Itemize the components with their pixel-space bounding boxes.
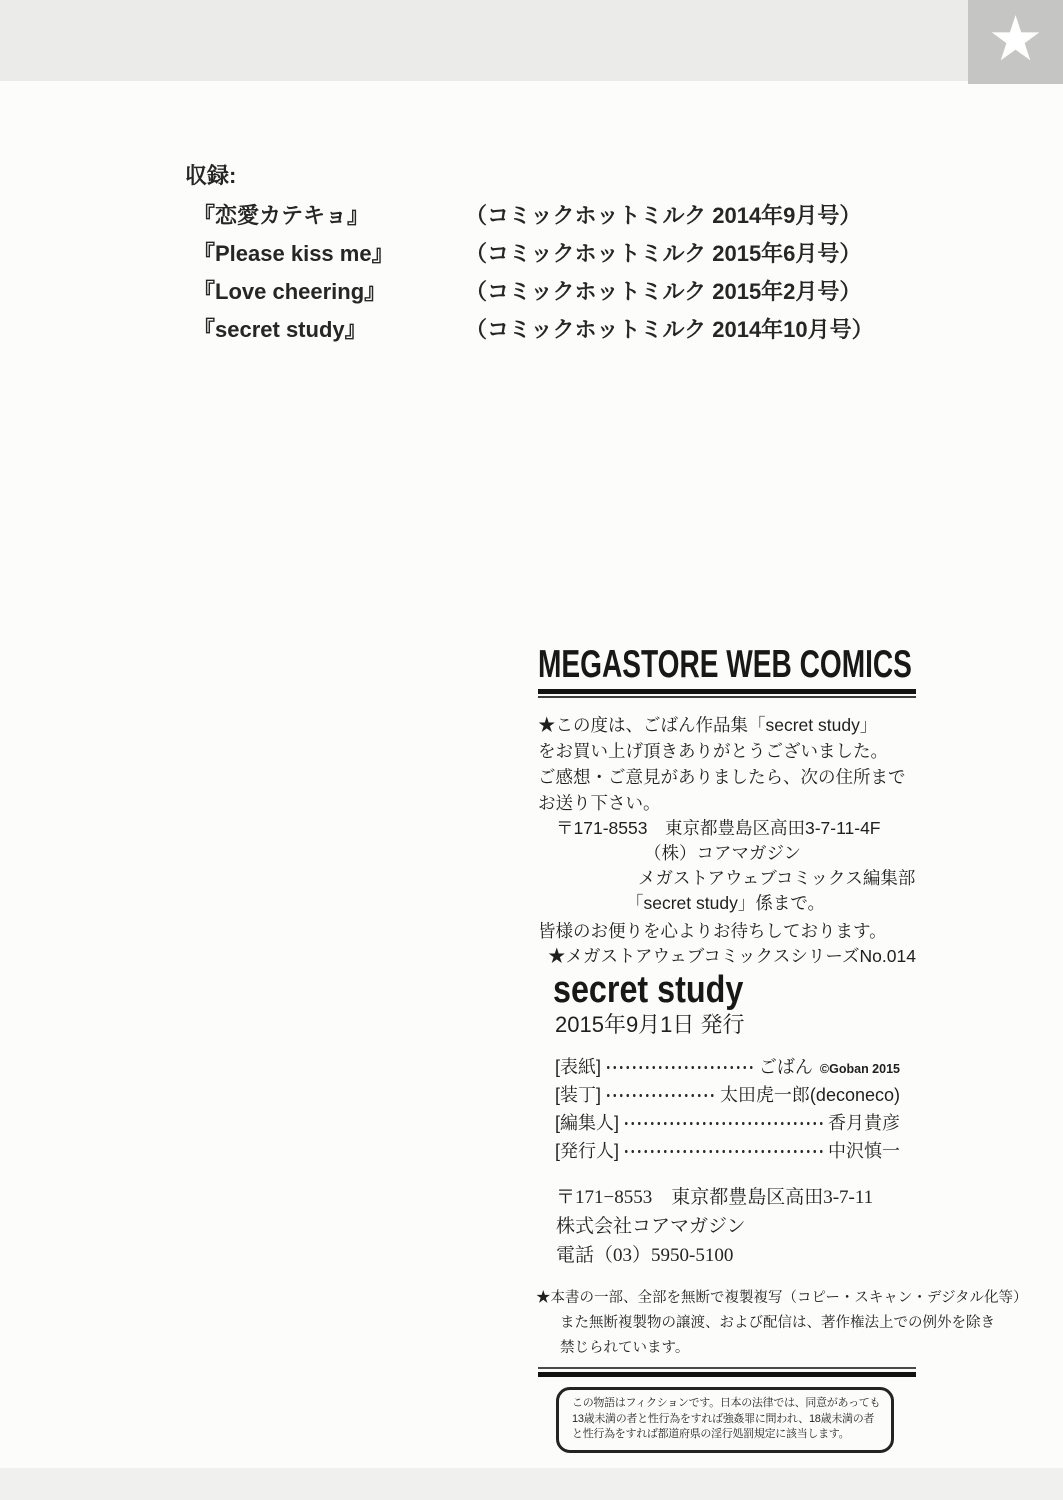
dot-leader (623, 1121, 824, 1126)
top-bar (0, 0, 1063, 81)
star-icon: ★ (987, 5, 1044, 74)
credit-copyright: ©Goban 2015 (819, 1062, 900, 1076)
credits-list (555, 1053, 900, 1165)
dot-leader (605, 1093, 716, 1098)
credit-name: 太田虎一郎(deconeco) (719, 1085, 900, 1105)
work-row (193, 242, 874, 266)
work-source: （コミックホットミルク 2015年2月号） (465, 279, 862, 304)
work-source: （コミックホットミルク 2014年10月号） (465, 317, 874, 342)
work-row (193, 280, 874, 304)
publisher-line: 〒171−8553 東京都豊島区高田3-7-11 (556, 1187, 874, 1208)
credit-row (555, 1053, 900, 1081)
work-title: 『Love cheering』 (193, 279, 387, 304)
credit-label: [発行人] (555, 1141, 620, 1161)
credit-label: [装丁] (555, 1085, 602, 1105)
publisher-line: 電話（03）5950-5100 (556, 1245, 734, 1266)
credit-row (555, 1137, 900, 1165)
credit-label: [編集人] (555, 1113, 620, 1133)
work-title: 『secret study』 (193, 317, 367, 342)
work-title: 『Please kiss me』 (193, 241, 394, 266)
address-line: （株）コアマガジン (644, 843, 802, 863)
thanks-line: ★この度は、ごばん作品集「secret study」 (538, 715, 878, 735)
brand-logo: MEGASTORE WEB COMICS (538, 643, 912, 686)
dot-leader (605, 1065, 755, 1070)
dot-leader (623, 1149, 824, 1154)
disclaimer-line: 13歳未満の者と性行為をすれば強姦罪に問われ、18歳未満の者 (572, 1412, 875, 1425)
copyright-line: ★本書の一部、全部を無断で複製複写（コピー・スキャン・デジタル化等） (536, 1290, 1028, 1306)
disclaimer-box (556, 1387, 894, 1453)
thanks-line: をお買い上げ頂きありがとうございました。 (538, 741, 888, 761)
address-line: 「secret study」係まで。 (626, 893, 825, 913)
colophon-block (536, 643, 1028, 1453)
editorial-address (538, 816, 916, 916)
work-source: （コミックホットミルク 2015年6月号） (465, 241, 862, 266)
thanks-line: お送り下さい。 (538, 793, 661, 813)
disclaimer-line: この物語はフィクションです。日本の法律では、同意があっても (572, 1397, 881, 1409)
copyright-line: また無断複製物の譲渡、および配信は、著作権法上での例外を除き (560, 1315, 995, 1331)
disclaimer-line: と性行為をすれば都道府県の淫行処罰規定に該当します。 (572, 1428, 850, 1440)
bottom-rule-thick (538, 1372, 916, 1377)
series-note: ★メガストアウェブコミックスシリーズNo.014 (548, 946, 916, 966)
publisher-line: 株式会社コアマガジン (556, 1216, 746, 1237)
bottom-rule-thin (538, 1367, 916, 1369)
credit-label: [表紙] (555, 1057, 602, 1077)
credit-name: 香月貴彦 (828, 1113, 900, 1133)
included-works-section (185, 162, 874, 356)
included-works-heading: 収録: (185, 163, 237, 188)
credit-name: 中沢慎一 (828, 1141, 900, 1161)
waiting-note: 皆様のお便りを心よりお待ちしております。 (538, 921, 887, 941)
publisher-address (556, 1183, 916, 1270)
credit-name: ごばん (758, 1057, 813, 1077)
credit-row (555, 1081, 900, 1109)
footer-bar (0, 1468, 1063, 1500)
thanks-paragraph (538, 712, 916, 816)
address-line: メガストアウェブコミックス編集部 (638, 868, 916, 888)
brand-rule-thin (538, 696, 916, 698)
copyright-line: 禁じられています。 (560, 1340, 690, 1356)
work-source: （コミックホットミルク 2014年9月号） (465, 203, 862, 228)
address-line: 〒171-8553 東京都豊島区高田3-7-11-4F (556, 818, 881, 838)
book-title: secret study (553, 969, 744, 1011)
publish-date: 2015年9月1日 発行 (555, 1012, 745, 1037)
star-box (968, 0, 1063, 84)
copyright-notice (536, 1286, 1028, 1361)
brand-rule-thick (538, 689, 916, 694)
thanks-line: ご感想・ご意見がありましたら、次の住所まで (538, 767, 906, 787)
work-row (193, 318, 874, 342)
credit-row (555, 1109, 900, 1137)
work-row (193, 204, 874, 228)
work-title: 『恋愛カテキョ』 (193, 203, 370, 228)
